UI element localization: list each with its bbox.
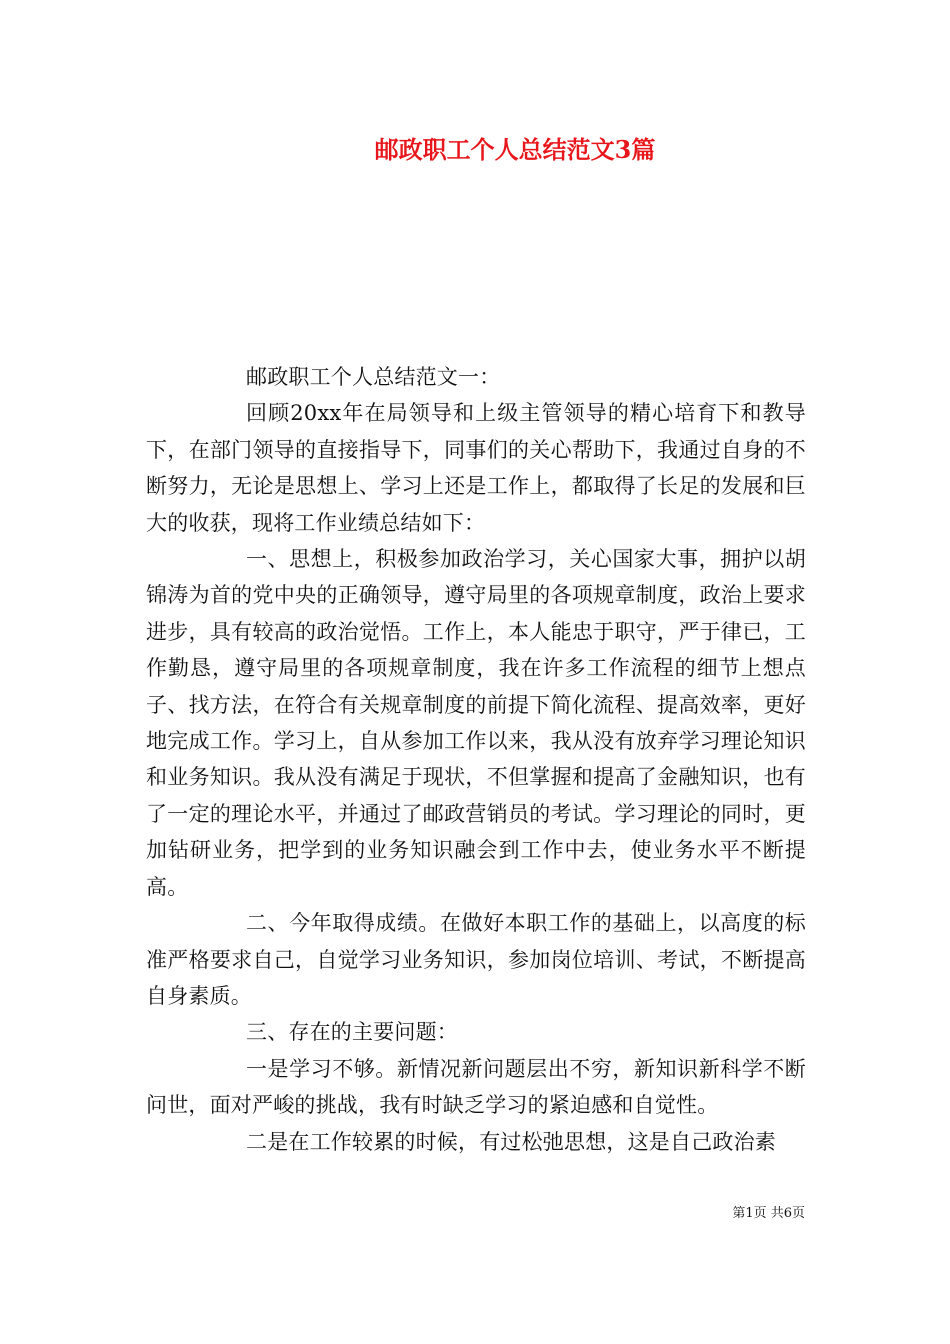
paragraph: 一、思想上，积极参加政治学习，关心国家大事，拥护以胡锦涛为首的党中央的正确领导，遵守局里的各项规章制度，政治上要求进步，具有较高的政治觉悟。工作上，本人能忠于职守，严于律已，工作勤恳，遵守局里的各项规章制度，我在许多工作流程的细节上想点子、找方法，在符合有关规章制度的前提下简化流程、提高效率，更好地完成工作。学习上，自从参加工作以来，我从没有放弃学习理论知识和业务知识。我从没有满足于现状，不但掌握和提高了金融知识，也有了一定的理论水平，并通过了邮政营销员的考试。学习理论的同时，更加钻研业务，把学到的业务知识融会到工作中去，使业务水平不断提高。	[146, 547, 806, 899]
document-body	[146, 359, 806, 1160]
paragraph: 回顾20xx年在局领导和上级主管领导的精心培育下和教导下，在部门领导的直接指导下，同事们的关心帮助下，我通过自身的不断努力，无论是思想上、学习上还是工作上，都取得了长足的发展和巨大的收获，现将工作业绩总结如下：	[146, 401, 806, 535]
document-title: 邮政职工个人总结范文3篇	[374, 135, 656, 164]
paragraph: 一是学习不够。新情况新问题层出不穷，新知识新科学不断问世，面对严峻的挑战，我有时缺乏学习的紧迫感和自觉性。	[146, 1056, 806, 1118]
page-number-footer: 第1页 共6页	[732, 1206, 805, 1221]
paragraph: 二是在工作较累的时候，有过松弛思想，这是自己政治素	[246, 1129, 776, 1154]
paragraph-subheading: 邮政职工个人总结范文一：	[246, 365, 501, 389]
paragraph: 三、存在的主要问题：	[246, 1020, 458, 1045]
paragraph: 二、今年取得成绩。在做好本职工作的基础上，以高度的标准严格要求自己，自觉学习业务知识，参加岗位培训、考试，不断提高自身素质。	[146, 911, 806, 1008]
